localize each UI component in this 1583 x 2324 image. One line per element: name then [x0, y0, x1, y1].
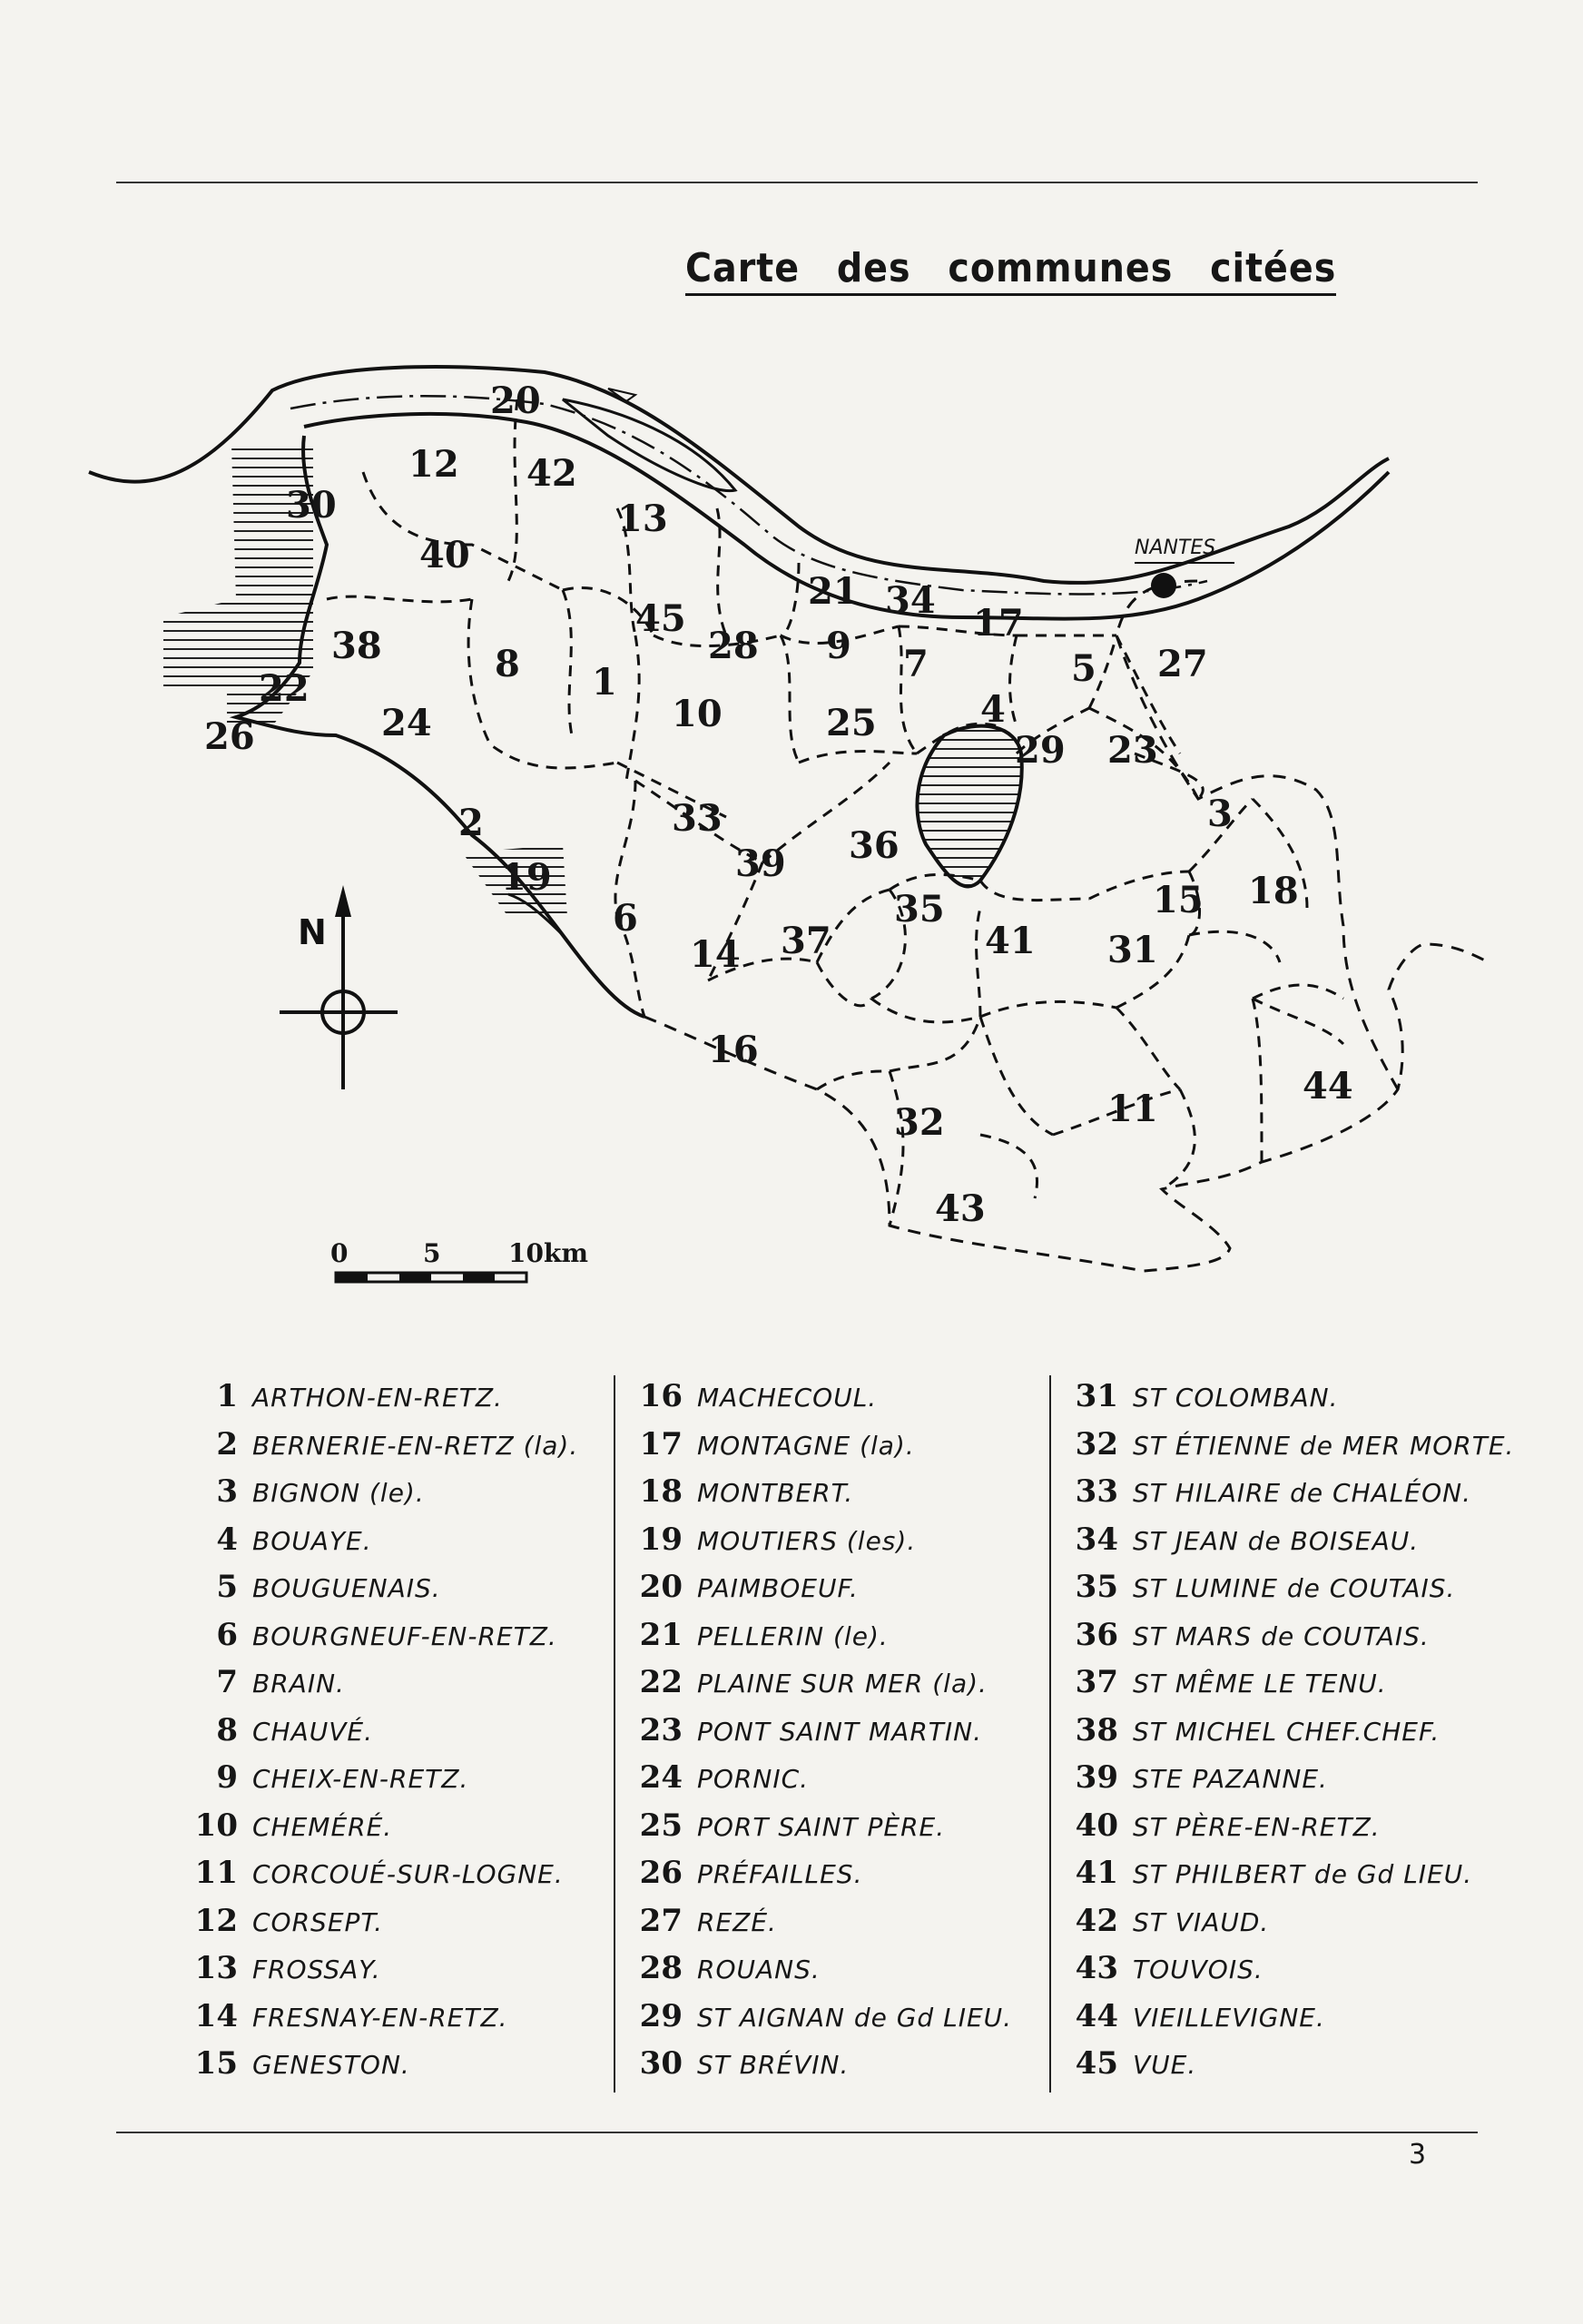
legend-number: 28	[639, 1950, 683, 1986]
page-number: 3	[1409, 2139, 1427, 2171]
legend-item	[180, 1950, 606, 1998]
commune-label-26: 26	[204, 715, 255, 758]
commune-label-16: 16	[708, 1029, 759, 1071]
legend-number: 36	[1075, 1616, 1118, 1653]
legend-item	[1060, 1473, 1487, 1521]
commune-label-33: 33	[672, 797, 723, 840]
legend-item	[624, 1617, 1051, 1665]
legend-item	[624, 1473, 1051, 1521]
legend-item	[180, 1998, 606, 2046]
legend-item	[180, 1473, 606, 1521]
legend-commune-name: PELLERIN (le).	[697, 1620, 889, 1651]
legend-item	[1060, 1378, 1487, 1426]
commune-labels	[204, 379, 1353, 1230]
nantes-label: NANTES	[1135, 537, 1216, 559]
legend-item	[624, 1807, 1051, 1856]
legend-item	[624, 1712, 1051, 1760]
legend-item	[1060, 1950, 1487, 1998]
north-label: N	[298, 912, 327, 952]
legend-item	[1060, 1521, 1487, 1570]
legend-item	[1060, 1664, 1487, 1712]
legend-item	[180, 1426, 606, 1474]
legend-item	[1060, 1998, 1487, 2046]
commune-label-38: 38	[331, 625, 382, 667]
legend-commune-name: PORT SAINT PÈRE.	[697, 1811, 946, 1842]
legend-commune-name: ST JEAN de BOISEAU.	[1133, 1525, 1420, 1556]
legend-commune-name: MACHECOUL.	[697, 1383, 878, 1413]
legend-number: 32	[1075, 1425, 1118, 1462]
legend-number: 33	[1075, 1473, 1118, 1510]
commune-label-22: 22	[259, 667, 310, 710]
legend-commune-name: FROSSAY.	[252, 1955, 381, 1984]
legend-number: 42	[1075, 1902, 1118, 1939]
legend-item	[180, 1664, 606, 1712]
legend-number: 19	[639, 1521, 683, 1558]
commune-label-31: 31	[1107, 929, 1158, 971]
legend-item	[1060, 1759, 1487, 1807]
commune-label-43: 43	[935, 1187, 986, 1230]
legend-commune-name: BOURGNEUF-EN-RETZ.	[252, 1620, 557, 1651]
legend-number: 23	[639, 1711, 683, 1748]
commune-label-2: 2	[458, 802, 484, 844]
commune-label-9: 9	[826, 625, 851, 667]
legend-number: 17	[639, 1425, 683, 1462]
commune-label-44: 44	[1303, 1065, 1353, 1108]
legend-commune-name: PORNIC.	[697, 1764, 810, 1794]
legend-item	[624, 1664, 1051, 1712]
legend-commune-name: CORCOUÉ-SUR-LOGNE.	[252, 1859, 564, 1889]
legend-number: 34	[1075, 1521, 1118, 1558]
legend-commune-name: ST HILAIRE de CHALÉON.	[1133, 1478, 1471, 1508]
legend-commune-name: BOUAYE.	[252, 1525, 372, 1556]
commune-label-13: 13	[617, 497, 668, 540]
commune-label-40: 40	[419, 534, 470, 576]
commune-label-45: 45	[635, 597, 686, 640]
territory-boundary	[644, 581, 1489, 1271]
legend-number: 40	[1075, 1807, 1118, 1844]
legend-number: 1	[216, 1378, 238, 1414]
legend-commune-name: FRESNAY-EN-RETZ.	[252, 2002, 508, 2033]
legend-number: 35	[1075, 1569, 1118, 1605]
commune-label-11: 11	[1107, 1088, 1158, 1130]
commune-label-29: 29	[1015, 729, 1066, 772]
legend-number: 5	[216, 1569, 238, 1605]
legend-commune-name: REZÉ.	[697, 1906, 777, 1937]
commune-label-5: 5	[1071, 647, 1096, 690]
legend-commune-name: MOUTIERS (les).	[697, 1525, 917, 1556]
legend-item	[1060, 1712, 1487, 1760]
commune-label-20: 20	[490, 379, 541, 422]
commune-label-41: 41	[985, 920, 1036, 962]
legend-column-1	[180, 1378, 606, 2093]
legend-number: 16	[639, 1378, 683, 1414]
commune-label-35: 35	[894, 888, 945, 931]
legend-commune-name: ST PHILBERT de Gd LIEU.	[1133, 1859, 1473, 1889]
legend-number: 43	[1075, 1950, 1118, 1986]
commune-label-27: 27	[1157, 643, 1208, 685]
bottom-rule	[116, 2132, 1478, 2133]
legend-item	[1060, 1903, 1487, 1951]
commune-label-7: 7	[903, 643, 929, 685]
commune-label-17: 17	[973, 602, 1024, 645]
map-title: Carte des communes citées	[685, 245, 1336, 296]
legend-number: 15	[194, 2045, 238, 2082]
legend-commune-name: ST COLOMBAN.	[1133, 1383, 1339, 1413]
legend-item	[180, 1807, 606, 1856]
legend-commune-name: BOUGUENAIS.	[252, 1573, 441, 1603]
legend-commune-name: ST ÉTIENNE de MER MORTE.	[1133, 1430, 1515, 1461]
legend-commune-name: CHEIX-EN-RETZ.	[252, 1764, 469, 1794]
legend-commune-name: ST VIAUD.	[1133, 1906, 1270, 1937]
legend-item	[624, 1950, 1051, 1998]
commune-label-18: 18	[1248, 870, 1299, 912]
commune-label-37: 37	[781, 920, 831, 962]
legend-number: 22	[639, 1664, 683, 1700]
legend-commune-name: ST PÈRE-EN-RETZ.	[1133, 1811, 1381, 1842]
lake-grand-lieu	[917, 726, 1021, 887]
legend-item	[180, 1855, 606, 1903]
legend-number: 11	[194, 1855, 238, 1891]
commune-label-39: 39	[735, 842, 786, 885]
commune-label-25: 25	[826, 702, 877, 744]
legend-number: 12	[194, 1902, 238, 1939]
legend-commune-name: PAIMBOEUF.	[697, 1573, 859, 1603]
legend-commune-name: BRAIN.	[252, 1669, 345, 1699]
legend-number: 44	[1075, 1997, 1118, 2034]
legend-number: 31	[1075, 1378, 1118, 1414]
legend-number: 45	[1075, 2045, 1118, 2082]
commune-label-34: 34	[885, 579, 936, 622]
legend-item	[180, 1759, 606, 1807]
legend-number: 4	[216, 1521, 238, 1558]
legend-item	[624, 1903, 1051, 1951]
legend-commune-name: ST MARS de COUTAIS.	[1133, 1620, 1430, 1651]
legend-number: 2	[216, 1425, 238, 1462]
legend-item	[1060, 1617, 1487, 1665]
legend-commune-name: PLAINE SUR MER (la).	[697, 1669, 988, 1699]
legend-commune-name: CHAUVÉ.	[252, 1716, 373, 1747]
commune-label-8: 8	[495, 643, 520, 685]
commune-label-14: 14	[690, 933, 741, 976]
legend-item	[624, 1998, 1051, 2046]
legend-commune-name: BIGNON (le).	[252, 1478, 425, 1508]
commune-label-42: 42	[526, 452, 577, 495]
legend-commune-name: ST BRÉVIN.	[697, 2050, 850, 2080]
scale-tick-10km: 10km	[508, 1238, 588, 1268]
legend-number: 27	[639, 1902, 683, 1939]
legend-commune-name: ST MÊME LE TENU.	[1133, 1669, 1387, 1699]
legend-commune-name: ST LUMINE de COUTAIS.	[1133, 1573, 1456, 1603]
commune-label-15: 15	[1153, 879, 1204, 921]
legend-item	[624, 1378, 1051, 1426]
legend-number: 25	[639, 1807, 683, 1844]
commune-label-30: 30	[286, 484, 337, 527]
legend-item	[624, 1855, 1051, 1903]
legend-item	[180, 1712, 606, 1760]
commune-label-24: 24	[381, 702, 432, 744]
legend-number: 6	[216, 1616, 238, 1653]
legend-item	[1060, 1569, 1487, 1617]
legend-number: 7	[216, 1664, 238, 1700]
commune-label-23: 23	[1107, 729, 1158, 772]
legend-number: 26	[639, 1855, 683, 1891]
commune-label-6: 6	[613, 897, 638, 940]
commune-label-12: 12	[408, 443, 459, 486]
legend-number: 18	[639, 1473, 683, 1510]
commune-label-1: 1	[592, 661, 617, 704]
legend-commune-name: PONT SAINT MARTIN.	[697, 1716, 982, 1747]
legend-commune-name: BERNERIE-EN-RETZ (la).	[252, 1430, 579, 1461]
legend-column-2	[624, 1378, 1051, 2093]
scale-tick-0: 0	[330, 1238, 349, 1268]
legend-item	[624, 1521, 1051, 1570]
legend-item	[180, 1617, 606, 1665]
legend-number: 41	[1075, 1855, 1118, 1891]
legend-commune-name: TOUVOIS.	[1133, 1955, 1263, 1984]
legend-number: 39	[1075, 1759, 1118, 1796]
legend-commune-name: VUE.	[1133, 2050, 1197, 2080]
legend-item	[624, 2045, 1051, 2093]
commune-label-19: 19	[501, 856, 552, 899]
legend-commune-name: GENESTON.	[252, 2050, 410, 2080]
legend-item	[180, 1378, 606, 1426]
legend-number: 14	[194, 1997, 238, 2034]
legend-number: 9	[216, 1759, 238, 1796]
nantes-city-marker	[1151, 573, 1176, 598]
legend-number: 10	[194, 1807, 238, 1844]
legend-number: 37	[1075, 1664, 1118, 1700]
legend-item	[624, 1426, 1051, 1474]
legend-number: 30	[639, 2045, 683, 2082]
scale-bar	[330, 1238, 588, 1282]
legend-commune-name: CHEMÉRÉ.	[252, 1811, 393, 1842]
legend-item	[180, 2045, 606, 2093]
legend-commune-name: ROUANS.	[697, 1955, 821, 1984]
legend-item	[624, 1569, 1051, 1617]
legend-number: 3	[216, 1473, 238, 1510]
legend-item	[1060, 1855, 1487, 1903]
legend-number: 20	[639, 1569, 683, 1605]
legend-number: 13	[194, 1950, 238, 1986]
commune-label-4: 4	[980, 688, 1006, 731]
legend-commune-name: MONTAGNE (la).	[697, 1430, 915, 1461]
column-divider	[614, 1375, 615, 2093]
scale-tick-5: 5	[423, 1238, 441, 1268]
legend-item	[180, 1521, 606, 1570]
commune-label-32: 32	[894, 1101, 945, 1144]
legend-number: 24	[639, 1759, 683, 1796]
commune-label-3: 3	[1207, 793, 1233, 835]
legend-number: 8	[216, 1711, 238, 1748]
legend-item	[180, 1569, 606, 1617]
commune-label-28: 28	[708, 625, 759, 667]
legend-commune-name: STE PAZANNE.	[1133, 1764, 1328, 1794]
legend-item	[1060, 2045, 1487, 2093]
legend-item	[180, 1903, 606, 1951]
legend-item	[1060, 1425, 1515, 1474]
legend-commune-name: PRÉFAILLES.	[697, 1859, 863, 1889]
legend-commune-name: ARTHON-EN-RETZ.	[252, 1383, 503, 1413]
commune-label-21: 21	[808, 570, 859, 613]
legend-commune-name: MONTBERT.	[697, 1478, 854, 1508]
commune-label-10: 10	[672, 693, 723, 735]
commune-label-36: 36	[849, 824, 900, 867]
legend-column-3	[1060, 1378, 1515, 2093]
legend-item	[1060, 1807, 1487, 1856]
north-arrow	[280, 885, 398, 1089]
legend-commune-name: ST AIGNAN de Gd LIEU.	[697, 2002, 1013, 2033]
legend-number: 38	[1075, 1711, 1118, 1748]
legend-number: 29	[639, 1997, 683, 2034]
legend-commune-name: CORSEPT.	[252, 1906, 384, 1937]
legend-item	[624, 1759, 1051, 1807]
legend-commune-name: ST MICHEL CHEF.CHEF.	[1133, 1716, 1440, 1747]
legend-commune-name: VIEILLEVIGNE.	[1133, 2002, 1325, 2033]
legend-number: 21	[639, 1616, 683, 1653]
